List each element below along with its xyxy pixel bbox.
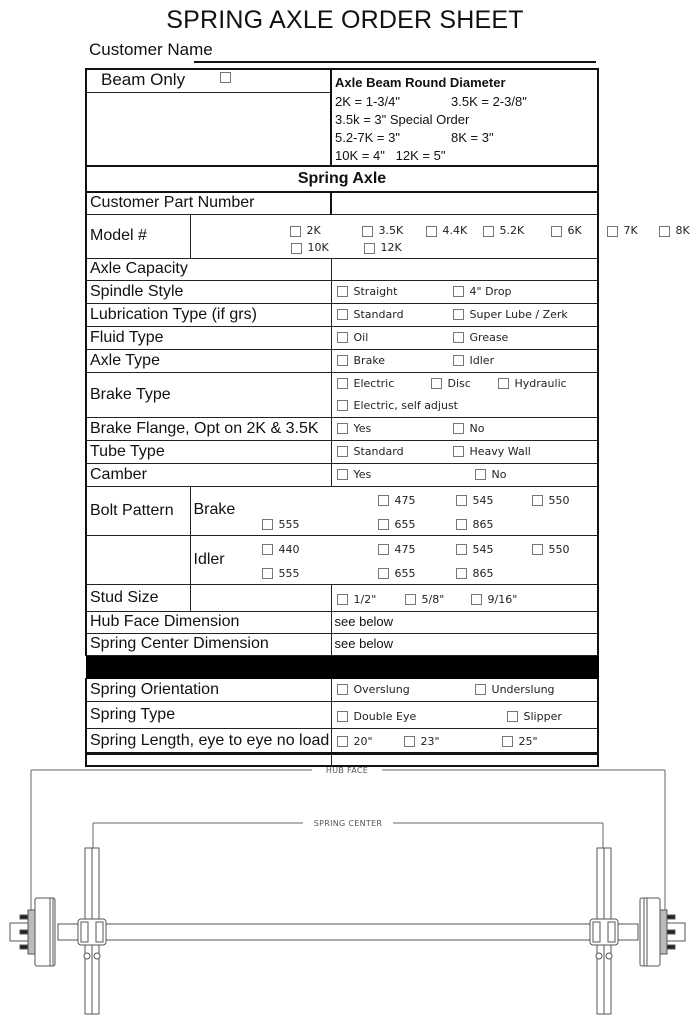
brake-type-self-adjust-option[interactable] — [337, 396, 458, 416]
fluid-type-option[interactable] — [453, 328, 509, 348]
checkbox-icon[interactable] — [337, 332, 348, 343]
bolt-pattern-idler-option-label: 545 — [472, 542, 494, 556]
checkbox-icon[interactable] — [404, 736, 415, 747]
bolt-pattern-brake-option[interactable] — [378, 515, 416, 535]
spring-length-option[interactable] — [337, 732, 404, 752]
brake-type-option[interactable] — [431, 374, 498, 394]
tube-type-option[interactable] — [453, 442, 531, 462]
checkbox-icon[interactable] — [453, 423, 464, 434]
stud-size-option[interactable] — [405, 590, 471, 610]
bolt-pattern-idler-option[interactable] — [456, 540, 494, 560]
spring-length-label: Spring Length, eye to eye no load — [90, 731, 330, 749]
model-option[interactable] — [659, 221, 690, 241]
hub-face-label: HUB FACE — [325, 766, 369, 775]
diameter-10k-12k: 10K = 4" 12K = 5" — [335, 148, 446, 163]
lubrication-type-option[interactable] — [453, 305, 568, 325]
checkbox-icon[interactable] — [475, 684, 486, 695]
spring-length-option[interactable] — [404, 732, 502, 752]
checkbox-icon[interactable] — [431, 378, 442, 389]
tube-type-option-label: Standard — [353, 444, 404, 458]
bolt-pattern-idler-option-label: 555 — [278, 566, 300, 580]
checkbox-icon[interactable] — [532, 544, 543, 555]
brake-flange-option-label: Yes — [353, 421, 372, 435]
axle-beam-diameter-box — [331, 69, 598, 166]
checkbox-icon[interactable] — [337, 378, 348, 389]
checkbox-icon[interactable] — [456, 568, 467, 579]
bolt-pattern-brake-option-label: 475 — [394, 493, 416, 507]
bolt-pattern-idler-option[interactable] — [262, 540, 300, 560]
spindle-style-option-label: 4" Drop — [469, 284, 512, 298]
bolt-pattern-brake-option-label: 550 — [548, 493, 570, 507]
brake-flange-option-label: No — [469, 421, 485, 435]
spring-type-option[interactable] — [337, 707, 507, 727]
row-spindle-style — [86, 280, 598, 303]
model-option-label: 7K — [623, 224, 638, 237]
checkbox-icon[interactable] — [337, 309, 348, 320]
brake-flange-label: Brake Flange, Opt on 2K & 3.5K — [90, 419, 319, 437]
camber-option[interactable] — [475, 465, 507, 485]
checkbox-icon[interactable] — [507, 711, 518, 722]
bolt-pattern-spacer — [86, 535, 190, 584]
model-option[interactable] — [607, 221, 638, 241]
brake-type-option[interactable] — [337, 374, 431, 394]
checkbox-icon[interactable] — [378, 544, 389, 555]
axle-type-option-label: Idler — [469, 353, 495, 367]
checkbox-icon[interactable] — [364, 243, 375, 254]
spindle-style-option-label: Straight — [353, 284, 398, 298]
stud-size-option[interactable] — [337, 590, 405, 610]
tube-type-option[interactable] — [337, 442, 453, 462]
stud-size-option[interactable] — [471, 590, 518, 610]
brake-type-self-adjust-option-label: Electric, self adjust — [353, 398, 458, 412]
bolt-pattern-idler-option-label: 655 — [394, 566, 416, 580]
axle-diagram — [0, 760, 690, 1024]
model-option-label: 6K — [567, 224, 582, 237]
spring-center-dimension-value: see below — [334, 636, 394, 651]
spring-type-option-label: Double Eye — [353, 709, 417, 723]
checkbox-icon[interactable] — [453, 286, 464, 297]
fluid-type-option-label: Oil — [353, 330, 369, 344]
model-option-label: 5.2K — [499, 224, 525, 237]
divider-bar — [86, 655, 598, 678]
checkbox-icon[interactable] — [453, 355, 464, 366]
checkbox-icon[interactable] — [378, 495, 389, 506]
model-option-label: 10K — [307, 241, 329, 254]
camber-option[interactable] — [337, 465, 475, 485]
checkbox-icon[interactable] — [659, 226, 670, 237]
bolt-pattern-idler-option-label: 440 — [278, 542, 300, 556]
bolt-pattern-brake-option-label: 865 — [472, 517, 494, 531]
checkbox-icon[interactable] — [337, 711, 348, 722]
stud-size-blank — [190, 584, 331, 611]
camber-option-label: Yes — [353, 467, 372, 481]
diameter-8k: 8K = 3" — [451, 130, 494, 145]
page-title: SPRING AXLE ORDER SHEET — [166, 6, 524, 34]
spring-length-option-label: 25" — [518, 734, 538, 748]
model-option[interactable] — [291, 238, 329, 258]
diameter-3-5k: 3.5K = 2-3/8" — [451, 94, 527, 109]
right-hub-face — [660, 910, 667, 954]
bolt-pattern-idler-option-label: 475 — [394, 542, 416, 556]
order-form — [85, 68, 690, 767]
checkbox-icon[interactable] — [262, 519, 273, 530]
checkbox-icon[interactable] — [262, 544, 273, 555]
checkbox-icon[interactable] — [337, 286, 348, 297]
lubrication-type-label: Lubrication Type (if grs) — [90, 305, 257, 323]
brake-type-option[interactable] — [498, 374, 567, 394]
axle-beam-diameter-title: Axle Beam Round Diameter — [335, 75, 506, 90]
spring-length-option-label: 20" — [353, 734, 373, 748]
spring-orientation-option[interactable] — [337, 680, 475, 700]
section-title: Spring Axle — [86, 166, 598, 192]
checkbox-icon[interactable] — [551, 226, 562, 237]
stud-size-option-label: 1/2" — [353, 592, 377, 606]
camber-label: Camber — [90, 465, 147, 483]
brake-type-option-label: Disc — [447, 376, 471, 390]
model-label: Model # — [90, 227, 147, 244]
bolt-pattern-brake-option[interactable] — [456, 515, 494, 535]
fluid-type-label: Fluid Type — [90, 328, 164, 346]
checkbox-icon[interactable] — [337, 423, 348, 434]
stud-size-option-label: 5/8" — [421, 592, 445, 606]
checkbox-icon[interactable] — [337, 469, 348, 480]
spring-orientation-option[interactable] — [475, 680, 555, 700]
spindle-style-label: Spindle Style — [90, 282, 184, 300]
tube-type-option-label: Heavy Wall — [469, 444, 531, 458]
bolt-pattern-idler-option[interactable] — [532, 540, 570, 560]
brake-type-label: Brake Type — [90, 385, 171, 403]
stud-size-label: Stud Size — [90, 588, 159, 606]
checkbox-icon[interactable] — [405, 594, 416, 605]
checkbox-icon[interactable] — [337, 446, 348, 457]
model-option-label: 3.5K — [378, 224, 404, 237]
spring-orientation-option-label: Underslung — [491, 682, 555, 696]
stud-size-option-label: 9/16" — [487, 592, 518, 606]
checkbox-icon[interactable] — [426, 226, 437, 237]
checkbox-icon[interactable] — [532, 495, 543, 506]
customer-name-label: Customer Name — [89, 40, 213, 59]
bolt-pattern-idler-label: Idler — [193, 550, 225, 568]
checkbox-icon[interactable] — [337, 594, 348, 605]
diameter-2k: 2K = 1-3/4" — [335, 94, 400, 109]
spindle-style-option[interactable] — [453, 282, 512, 302]
checkbox-icon[interactable] — [471, 594, 482, 605]
customer-part-number-input[interactable] — [331, 192, 598, 214]
spring-length-option[interactable] — [502, 732, 538, 752]
bottom-rule — [85, 752, 597, 755]
bolt-pattern-idler-option[interactable] — [378, 564, 416, 584]
lubrication-type-option[interactable] — [337, 305, 453, 325]
customer-name-field[interactable] — [194, 61, 596, 63]
lubrication-type-option-label: Super Lube / Zerk — [469, 307, 568, 321]
spring-type-label: Spring Type — [90, 705, 176, 723]
spring-length-option-label: 23" — [420, 734, 440, 748]
right-hub-drum — [640, 898, 660, 966]
beam-only-cell — [86, 69, 331, 92]
axle-type-label: Axle Type — [90, 351, 160, 369]
checkbox-icon[interactable] — [498, 378, 509, 389]
brake-type-option-label: Hydraulic — [514, 376, 567, 390]
fluid-type-option-label: Grease — [469, 330, 509, 344]
beam-only-notes[interactable] — [86, 92, 331, 166]
beam-only-label: Beam Only — [101, 70, 186, 90]
bolt-pattern-brake-option[interactable] — [262, 515, 300, 535]
spring-center-dimension-label: Spring Center Dimension — [90, 635, 269, 652]
axle-capacity-label: Axle Capacity — [90, 260, 188, 277]
checkbox-icon[interactable] — [453, 446, 464, 457]
lubrication-type-option-label: Standard — [353, 307, 404, 321]
axle-type-option[interactable] — [337, 351, 453, 371]
spring-center-label: SPRING CENTER — [313, 819, 383, 828]
bolt-pattern-idler-option[interactable] — [378, 540, 416, 560]
checkbox-icon[interactable] — [337, 684, 348, 695]
model-option-label: 4.4K — [442, 224, 468, 237]
bolt-pattern-label: Bolt Pattern — [90, 501, 174, 519]
bolt-pattern-brake-option-label: 655 — [394, 517, 416, 531]
bolt-pattern-idler-option[interactable] — [456, 564, 494, 584]
bolt-pattern-brake-option-label: 545 — [472, 493, 494, 507]
model-options — [190, 214, 690, 258]
model-option[interactable] — [364, 238, 402, 258]
axle-tube — [58, 924, 638, 940]
checkbox-icon[interactable] — [291, 243, 302, 254]
checkbox-icon[interactable] — [607, 226, 618, 237]
checkbox-icon[interactable] — [262, 568, 273, 579]
spring-orientation-label: Spring Orientation — [90, 680, 219, 698]
tube-type-label: Tube Type — [90, 442, 165, 460]
bolt-pattern-idler-option-label: 865 — [472, 566, 494, 580]
spring-type-option-label: Slipper — [523, 709, 562, 723]
left-hub-drum — [35, 898, 55, 966]
checkbox-icon[interactable] — [502, 736, 513, 747]
model-option-label: 2K — [306, 224, 321, 237]
checkbox-icon[interactable] — [290, 226, 301, 237]
fluid-type-option[interactable] — [337, 328, 453, 348]
bolt-pattern-idler-option[interactable] — [262, 564, 300, 584]
checkbox-icon[interactable] — [483, 226, 494, 237]
diameter-3-5k-special: 3.5k = 3" Special Order — [335, 112, 470, 127]
checkbox-icon[interactable] — [362, 226, 373, 237]
brake-type-option-label: Electric — [353, 376, 395, 390]
bolt-pattern-brake-label: Brake — [193, 500, 236, 518]
checkbox-icon[interactable] — [475, 469, 486, 480]
checkbox-icon[interactable] — [337, 355, 348, 366]
hub-face-dimension-label: Hub Face Dimension — [90, 613, 240, 630]
beam-only-checkbox[interactable] — [220, 72, 231, 83]
axle-type-option[interactable] — [453, 351, 495, 371]
checkbox-icon[interactable] — [453, 309, 464, 320]
bolt-pattern-brake-option[interactable] — [378, 491, 416, 511]
checkbox-icon[interactable] — [337, 400, 348, 411]
model-option-label: 12K — [380, 241, 402, 254]
brake-flange-option[interactable] — [453, 419, 485, 439]
checkbox-icon[interactable] — [378, 568, 389, 579]
brake-flange-option[interactable] — [337, 419, 453, 439]
bolt-pattern-brake-option[interactable] — [532, 491, 570, 511]
hub-face-dimension-value: see below — [334, 614, 394, 629]
bolt-pattern-brake-option-label: 555 — [278, 517, 300, 531]
spring-type-option[interactable] — [507, 707, 562, 727]
checkbox-icon[interactable] — [453, 332, 464, 343]
checkbox-icon[interactable] — [378, 519, 389, 530]
axle-capacity-input[interactable] — [331, 258, 598, 280]
spring-orientation-option-label: Overslung — [353, 682, 410, 696]
customer-part-number-label: Customer Part Number — [90, 194, 255, 212]
camber-option-label: No — [491, 467, 507, 481]
bolt-pattern-brake-option[interactable] — [456, 491, 494, 511]
axle-type-option-label: Brake — [353, 353, 386, 367]
spindle-style-option[interactable] — [337, 282, 453, 302]
model-option-label: 8K — [675, 224, 690, 237]
checkbox-icon[interactable] — [337, 736, 348, 747]
bolt-pattern-idler-option-label: 550 — [548, 542, 570, 556]
left-hub-face — [28, 910, 35, 954]
checkbox-icon[interactable] — [456, 544, 467, 555]
diameter-5-2-7k: 5.2-7K = 3" — [335, 130, 400, 145]
checkbox-icon[interactable] — [456, 519, 467, 530]
checkbox-icon[interactable] — [456, 495, 467, 506]
